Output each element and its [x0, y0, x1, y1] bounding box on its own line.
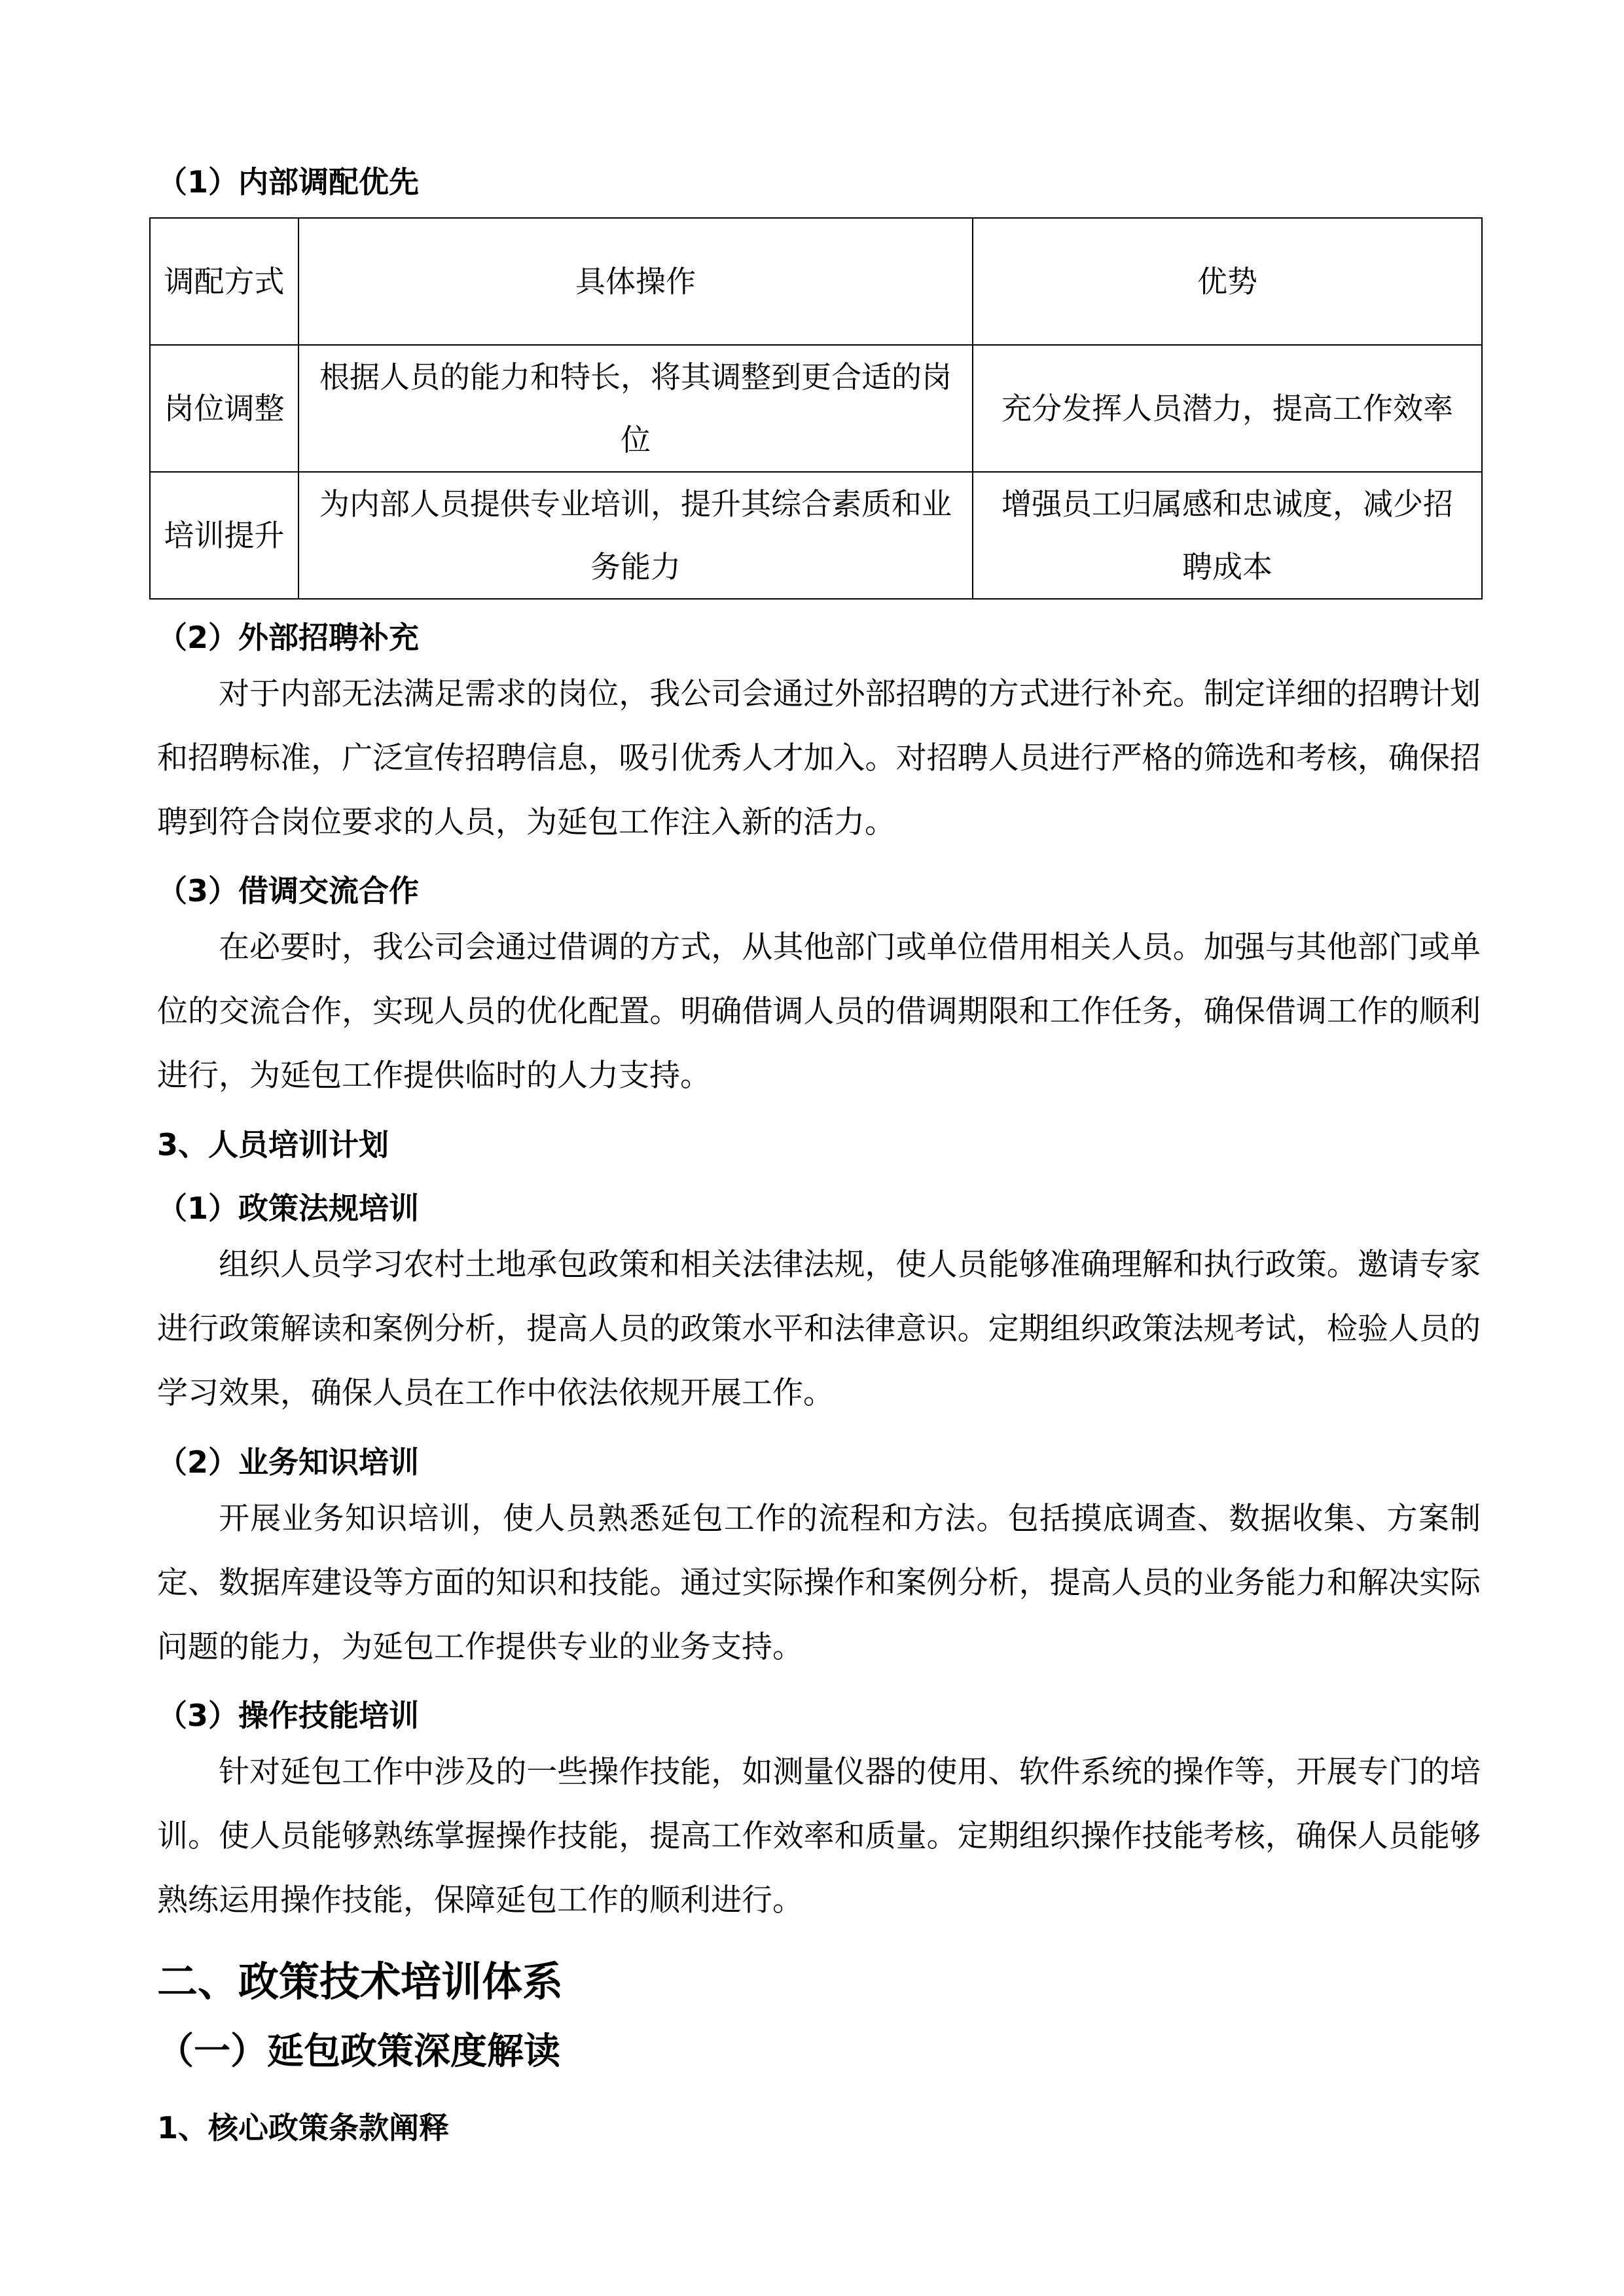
table-header-cell: 调配方式 — [150, 218, 298, 345]
paragraph-policy-training: 组织人员学习农村土地承包政策和相关法律法规，使人员能够准确理解和执行政策。邀请专家进行政策解读和案例分析，提高人员的政策水平和法律意识。定期组织政策法规考试，检验人员的学习效果，确保人员在工作中依法依规开展工作。 — [157, 1247, 1481, 1411]
item-heading: 1、核心政策条款阐释 — [157, 2110, 450, 2145]
table-cell: 充分发挥人员潜力，提高工作效率 — [973, 345, 1482, 472]
heading-secondment: （3）借调交流合作 — [157, 873, 420, 908]
table-row — [150, 472, 1482, 599]
table-cell: 根据人员的能力和特长，将其调整到更合适的岗位 — [298, 345, 973, 472]
paragraph-skills-training: 针对延包工作中涉及的一些操作技能，如测量仪器的使用、软件系统的操作等，开展专门的培训。使人员能够熟练掌握操作技能，提高工作效率和质量。定期组织操作技能考核，确保人员能够熟练运用操作技能，保障延包工作的顺利进行。 — [157, 1754, 1481, 1918]
paragraph-external-recruitment: 对于内部无法满足需求的岗位，我公司会通过外部招聘的方式进行补充。制定详细的招聘计划和招聘标准，广泛宣传招聘信息，吸引优秀人才加入。对招聘人员进行严格的筛选和考核，确保招聘到符合岗位要求的人员，为延包工作注入新的活力。 — [157, 676, 1481, 840]
paragraph-secondment: 在必要时，我公司会通过借调的方式，从其他部门或单位借用相关人员。加强与其他部门或单位的交流合作，实现人员的优化配置。明确借调人员的借调期限和工作任务，确保借调工作的顺利进行，为延包工作提供临时的人力支持。 — [157, 929, 1481, 1094]
sub-chapter-heading: （一）延包政策深度解读 — [157, 2030, 560, 2073]
allocation-table — [149, 217, 1483, 600]
heading-business-training: （2）业务知识培训 — [157, 1444, 420, 1480]
chapter-heading: 二、政策技术培训体系 — [157, 1958, 564, 2005]
heading-external-recruitment: （2）外部招聘补充 — [157, 620, 420, 655]
table-cell: 为内部人员提供专业培训，提升其综合素质和业务能力 — [298, 472, 973, 599]
table-header-cell: 具体操作 — [298, 218, 973, 345]
table-row — [150, 345, 1482, 472]
heading-training-plan: 3、人员培训计划 — [157, 1127, 389, 1162]
table-cell: 培训提升 — [150, 472, 298, 599]
heading-policy-training: （1）政策法规培训 — [157, 1191, 420, 1226]
heading-skills-training: （3）操作技能培训 — [157, 1698, 420, 1733]
table-cell: 增强员工归属感和忠诚度，减少招聘成本 — [973, 472, 1482, 599]
table-header-row — [150, 218, 1482, 345]
table-cell: 岗位调整 — [150, 345, 298, 472]
heading-internal-allocation: （1）内部调配优先 — [157, 164, 420, 200]
table-header-cell: 优势 — [973, 218, 1482, 345]
paragraph-business-training: 开展业务知识培训，使人员熟悉延包工作的流程和方法。包括摸底调查、数据收集、方案制定、数据库建设等方面的知识和技能。通过实际操作和案例分析，提高人员的业务能力和解决实际问题的能力，为延包工作提供专业的业务支持。 — [157, 1501, 1481, 1665]
